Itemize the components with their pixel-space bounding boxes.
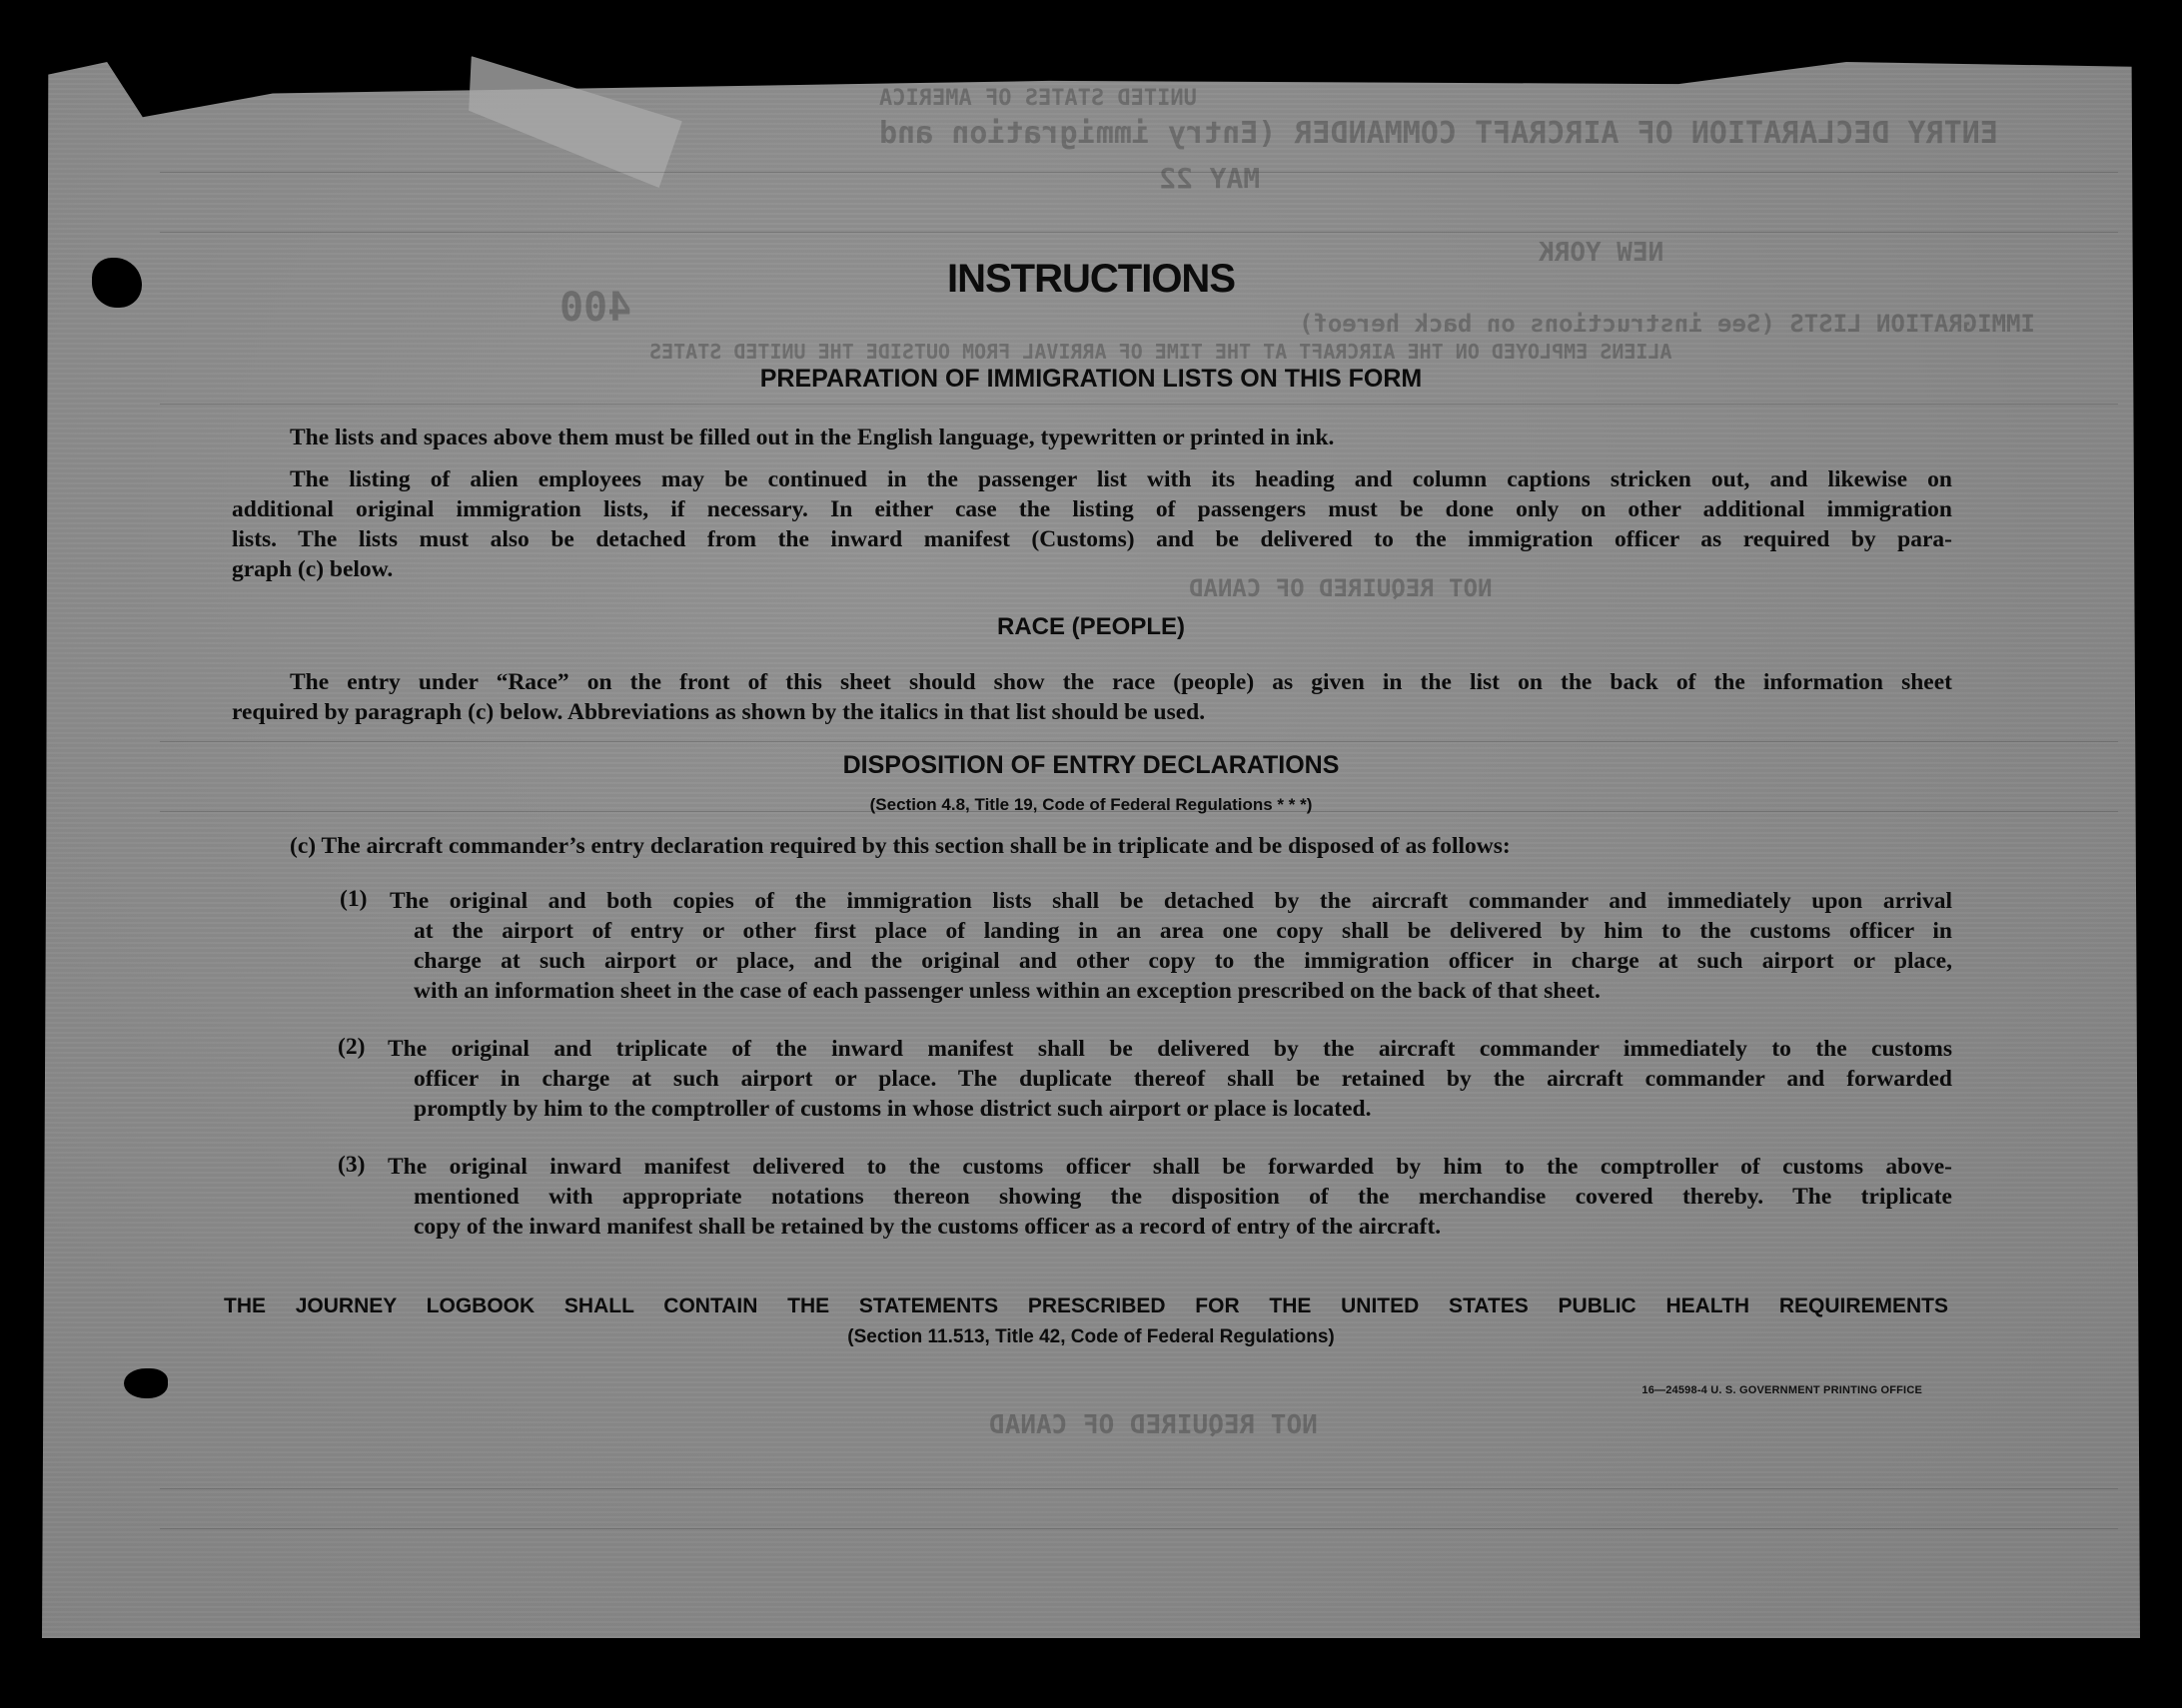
bleed-through-text: NEW YORK [1539,238,1664,268]
race-heading: RACE (PEOPLE) [996,613,1185,640]
item-number-3: (3) [338,1152,366,1178]
race-paragraph: The entry under “Race” on the front of this sheet should show the race (people) as given in the list on the back of the information sheet required by paragraph (c) below. Abbreviations as shown by the italics in that list should be used. [232,669,1952,725]
disposition-heading: DISPOSITION OF ENTRY DECLARATIONS [842,751,1340,779]
bleed-through-rule [160,232,2118,233]
bleed-through-text: ENTRY DECLARATION OF AIRCRAFT COMMANDER (Entry immigration and [879,116,1998,151]
item-number-1: (1) [340,886,368,912]
bleed-through-text: MAY 22 [1159,162,1261,195]
bleed-through-text: UNITED STATES OF AMERICA [879,86,1197,111]
bleed-through-rule [160,741,2118,742]
disposition-item-3: The original inward manifest delivered to the customs officer shall be forwarded by him to the comptroller of customs above- mentioned with appropriate notations thereon showing the disposition of the merchandise covered thereby. The triplicate copy of the inward manifest shall be retained by the customs officer as a record of entry of the aircraft. [388,1154,1952,1240]
preparation-paragraph-1: The lists and spaces above them must be filled out in the English language, typewritten or printed in ink. [290,425,1335,450]
bleed-through-rule [160,1488,2118,1489]
printing-office-code: 16—24598-4 U. S. GOVERNMENT PRINTING OFFICE [1641,1384,1922,1396]
bleed-through-rule [160,1528,2118,1529]
bleed-through-text: 400 [559,285,632,331]
disposition-item-1: The original and both copies of the immigration lists shall be detached by the aircraft commander and immediately upon arrival at the airport of entry or other first place of landing in an area one copy shall be delivered by him to the customs officer in charge at such airport or place, and the original and other copy to the immigration officer in charge at such airport or place, with an information sheet in the case of each passenger unless within an exception prescribed on the back of that sheet. [390,888,1952,1004]
bleed-through-text: NOT REQUIRED OF CANAD [989,1410,1318,1440]
bleed-through-rule [160,404,2118,405]
punch-hole [124,1368,168,1398]
preparation-heading: PREPARATION OF IMMIGRATION LISTS ON THIS FORM [759,365,1423,393]
bleed-through-text: NOT REQUIRED OF CANAD [1189,574,1493,602]
bleed-through-rule [160,172,2118,173]
public-health-statement: THE JOURNEY LOGBOOK SHALL CONTAIN THE STATEMENTS PRESCRIBED FOR THE UNITED STATES PUBLIC HEALTH REQUIREMENTS [224,1294,1948,1317]
instructions-title: INSTRUCTIONS [947,257,1235,301]
disposition-item-2: The original and triplicate of the inward manifest shall be delivered by the aircraft commander immediately to the customs officer in charge at such airport or place. The duplicate thereof shall be retained by the aircraft commander and forwarded promptly by him to the comptroller of customs in whose district such airport or place is located. [388,1036,1952,1122]
bleed-through-text: ALIENS EMPLOYED ON THE AIRCRAFT AT THE TIME OF ARRIVAL FROM OUTSIDE THE UNITED STATES [649,340,1672,364]
bleed-through-text: IMMIGRATION LISTS (See instructions on back hereof) [1299,310,2035,338]
disposition-intro: (c) The aircraft commander’s entry declaration required by this section shall be in triplicate and be disposed of as follows: [290,833,1511,859]
preparation-paragraph-2: The listing of alien employees may be continued in the passenger list with its heading and column captions stricken out, and likewise on additional original immigration lists, if necessary. In either case the listing of passengers must be done only on other additional immigration lists. The lists must also be detached from the inward manifest (Customs) and be delivered to the immigration officer as required by para- graph (c) below. [232,466,1952,582]
item-number-2: (2) [338,1034,366,1060]
public-health-citation: (Section 11.513, Title 42, Code of Federal Regulations) [847,1326,1335,1347]
disposition-citation: (Section 4.8, Title 19, Code of Federal Regulations * * *) [869,795,1313,814]
